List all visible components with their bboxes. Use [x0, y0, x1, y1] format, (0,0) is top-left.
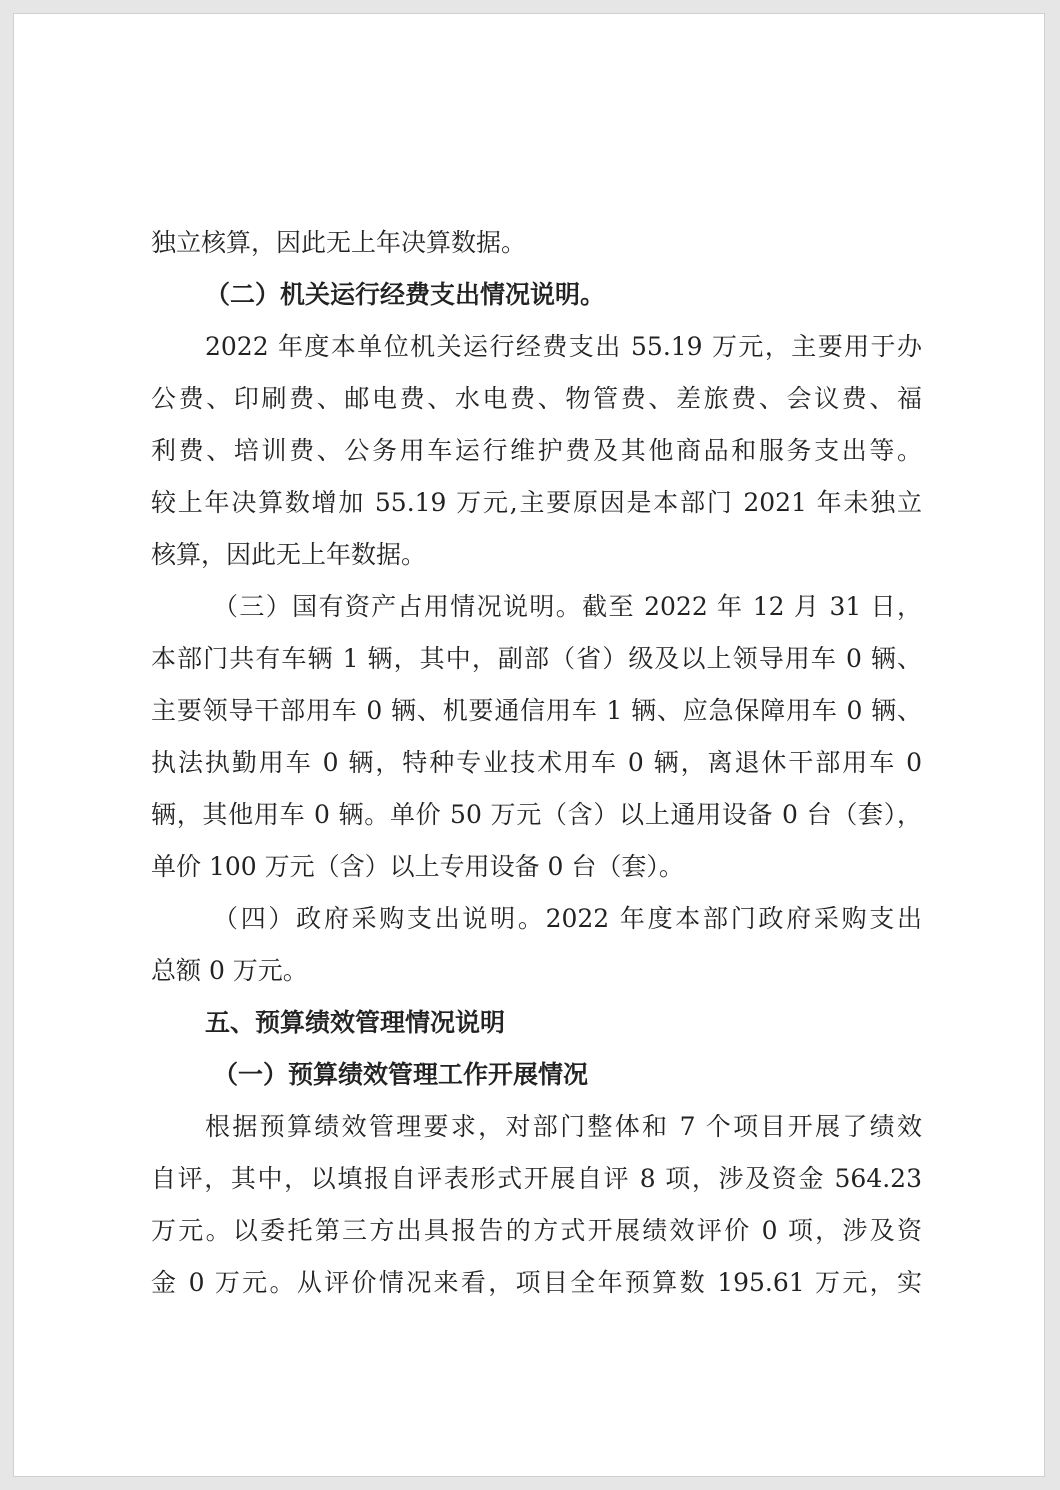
section-subheading: （三）国有资产占用情况说明。截至 2022 年 12 月 31 日，	[213, 592, 922, 621]
document-page	[14, 14, 1044, 1476]
text-line: 万元。以委托第三方出具报告的方式开展绩效评价 0 项，涉及资	[151, 1216, 922, 1245]
text-line: 单价 100 万元（含）以上专用设备 0 台（套）。	[151, 852, 684, 881]
text-line: 本部门共有车辆 1 辆，其中，副部（省）级及以上领导用车 0 辆、	[151, 644, 922, 673]
text-line: 根据预算绩效管理要求，对部门整体和 7 个项目开展了绩效	[205, 1112, 922, 1141]
text-line: 较上年决算数增加 55.19 万元,主要原因是本部门 2021 年未独立	[151, 488, 922, 517]
text-line: 自评，其中，以填报自评表形式开展自评 8 项，涉及资金 564.23	[151, 1164, 922, 1193]
text-line: 总额 0 万元。	[151, 956, 308, 985]
section-heading: 五、预算绩效管理情况说明	[205, 1008, 506, 1037]
section-subheading: （二）机关运行经费支出情况说明。	[205, 280, 606, 309]
text-line: 独立核算，因此无上年决算数据。	[151, 228, 527, 257]
text-line: 辆，其他用车 0 辆。单价 50 万元（含）以上通用设备 0 台（套），	[151, 800, 922, 829]
text-line: 2022 年度本单位机关运行经费支出 55.19 万元，主要用于办	[205, 332, 922, 361]
text-line: 公费、印刷费、邮电费、水电费、物管费、差旅费、会议费、福	[151, 384, 922, 413]
document-body	[151, 217, 922, 1309]
text-line: 金 0 万元。从评价情况来看，项目全年预算数 195.61 万元，实	[151, 1268, 922, 1297]
text-line: 利费、培训费、公务用车运行维护费及其他商品和服务支出等。	[151, 436, 922, 465]
section-subheading: （一）预算绩效管理工作开展情况	[213, 1060, 589, 1089]
text-line: 主要领导干部用车 0 辆、机要通信用车 1 辆、应急保障用车 0 辆、	[151, 696, 922, 725]
text-line: 执法执勤用车 0 辆，特种专业技术用车 0 辆，离退休干部用车 0	[151, 748, 922, 777]
text-line: 核算，因此无上年数据。	[151, 540, 427, 569]
section-subheading: （四）政府采购支出说明。2022 年度本部门政府采购支出	[213, 904, 922, 933]
